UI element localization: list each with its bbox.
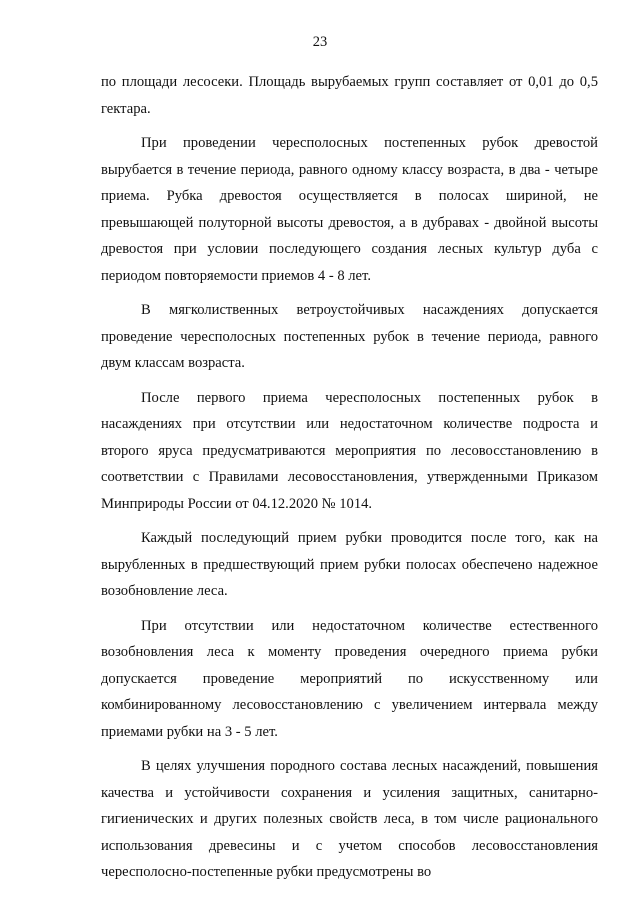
page-number: 23 bbox=[312, 34, 328, 50]
paragraph-strip-cutting-period: При проведении чересполосных постепенных рубок древостой вырубается в течение периода, равного одному классу возраста, в два - четыре приема. Рубка древостоя осуществляется в полосах шириной, не превышающей полуторной высоты древостоя, а в дубравах - двойной высоты древостоя при условии последующего создания лесных культур дуба с периодом повторяемости приемов 4 - 8 лет. bbox=[101, 135, 598, 284]
paragraph-continued: по площади лесосеки. Площадь вырубаемых групп составляет от 0,01 до 0,5 гектара. bbox=[101, 74, 598, 117]
document-body bbox=[101, 69, 598, 894]
paragraph-subsequent-harvest: Каждый последующий прием рубки проводится после того, как на вырубленных в предшествующий прием рубки полосах обеспечено надежное возобновление леса. bbox=[101, 530, 598, 599]
paragraph-soft-leaved-stands: В мягколиственных ветроустойчивых насаждениях допускается проведение чересполосных постепенных рубок в течение периода, равного двум классам возраста. bbox=[101, 302, 598, 371]
paragraph-insufficient-regeneration: При отсутствии или недостаточном количестве естественного возобновления леса к моменту проведения очередного приема рубки допускается проведение мероприятий по искусственному или комбинированному лесовосстановлению с увеличением интервала между приемами рубки на 3 - 5 лет. bbox=[101, 617, 598, 740]
paragraph-species-composition: В целях улучшения породного состава лесных насаждений, повышения качества и устойчивости сохранения и усиления защитных, санитарно-гигиенических и других полезных свойств леса, в том числе рационального использования древесины и с учетом способов лесовосстановления чересполосно-постепенные рубки предусмотрены во bbox=[101, 758, 598, 880]
paragraph-first-harvest-reforestation: После первого приема чересполосных постепенных рубок в насаждениях при отсутствии или недостаточном количестве подроста и второго яруса предусматриваются мероприятия по лесовосстановлению в соответствии с Правилами лесовосстановления, утвержденными Приказом Минприроды России от 04.12.2020 № 1014. bbox=[101, 389, 598, 512]
